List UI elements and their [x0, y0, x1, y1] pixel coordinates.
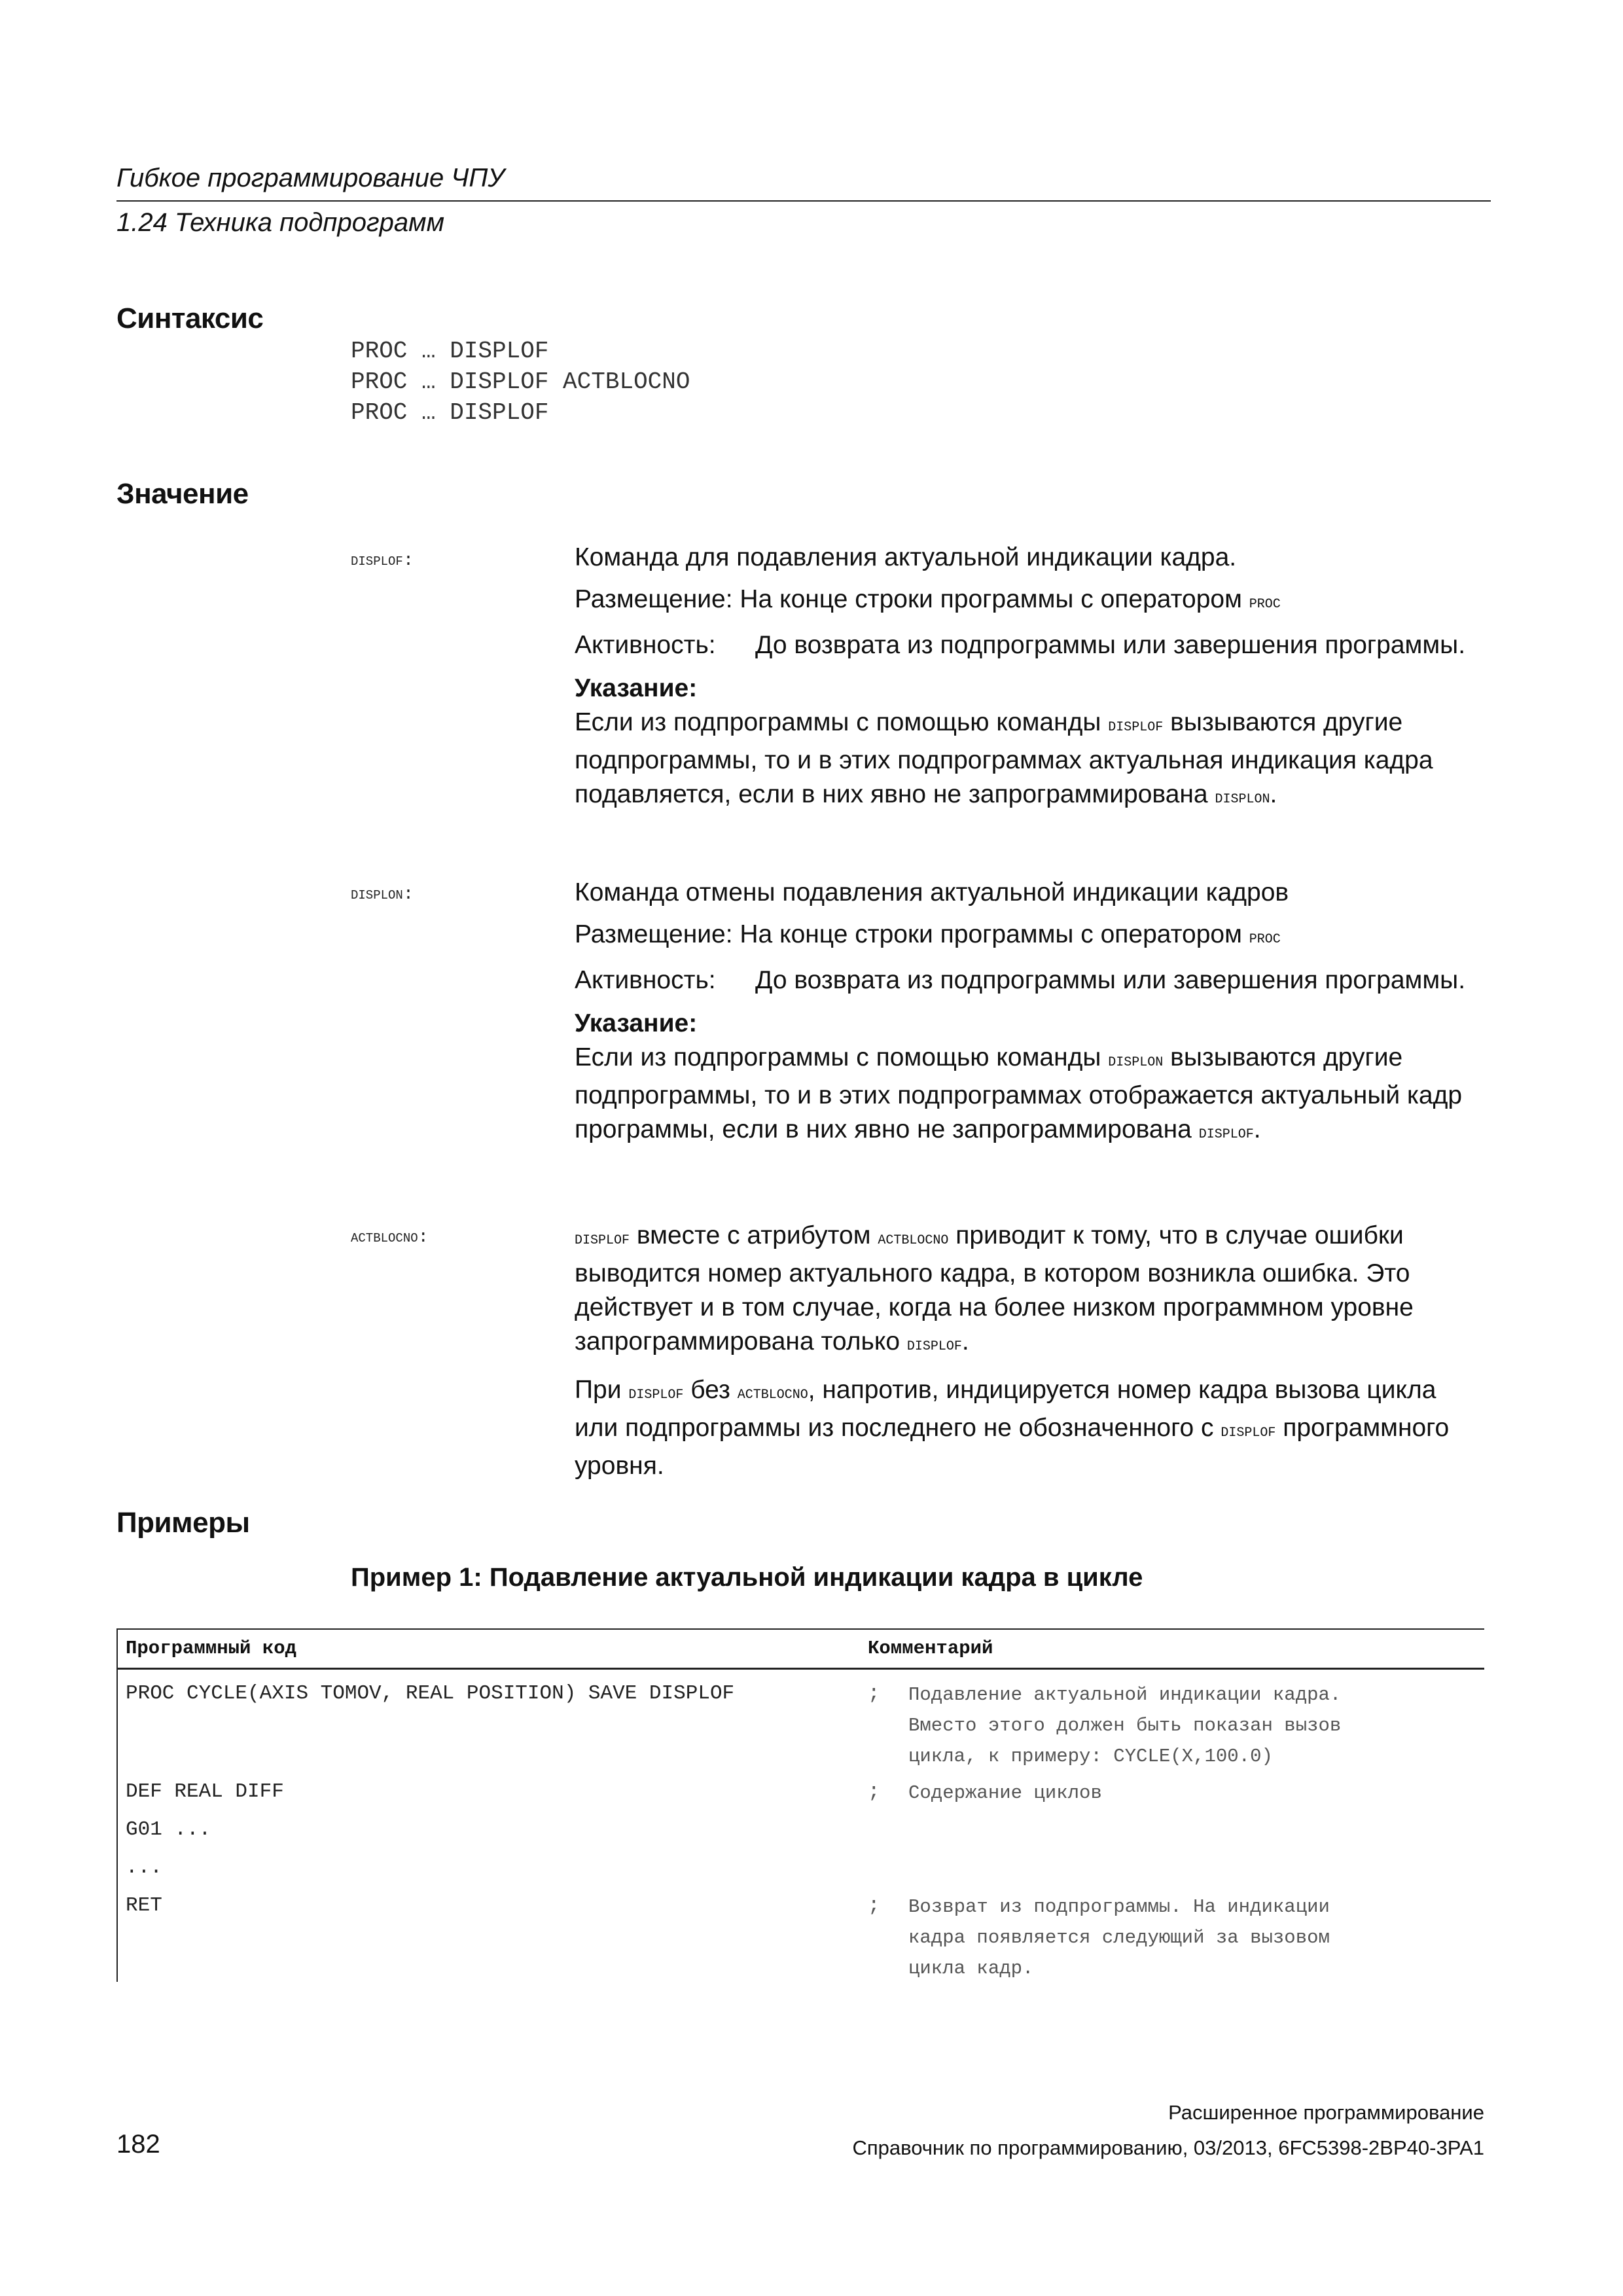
running-header-chapter: Гибкое программирование ЧПУ [116, 164, 505, 192]
footer-manual-info: Справочник по программированию, 03/2013, 6FC5398-2BP40-3PA1 [852, 2136, 1484, 2159]
table-row-code: DEF REAL DIFF [126, 1780, 284, 1803]
syntax-line-3: PROC … DISPLOF [351, 399, 549, 426]
comment-marker: ; [868, 1894, 880, 1917]
actblocno-description [575, 1219, 1484, 1483]
comment-marker: ; [868, 1780, 880, 1803]
meaning-heading: Значение [116, 478, 249, 510]
syntax-heading: Синтаксис [116, 302, 264, 334]
table-row-code: G01 ... [126, 1818, 211, 1841]
table-row-comment: Подавление актуальной индикации кадра. Вместо этого должен быть показан вызов цикла, к примеру: CYCLE(X,100.0) [908, 1684, 1342, 1767]
table-header-comment: Комментарий [868, 1638, 993, 1659]
page-number: 182 [116, 2130, 160, 2159]
displon-note-heading: Указание: [575, 1009, 698, 1037]
actblocno-para-2: При displof без actblocno, напротив, индицируется номер кадра вызова цикла или подпрограммы из последнего не обозначенного с displof программного уровня. [575, 1376, 1450, 1480]
syntax-line-1: PROC … DISPLOF [351, 338, 549, 365]
header-rule [116, 200, 1491, 202]
actblocno-para-1: displof вместе с атрибутом actblocno приводит к тому, что в случае ошибки выводится номер актуального кадра, в котором возникла ошибка. Это действует и в том случае, когда на более низком программном уровне запрограммирована только displof. [575, 1221, 1414, 1355]
table-row-code: PROC CYCLE(AXIS TOMOV, REAL POSITION) SAVE DISPLOF [126, 1682, 735, 1705]
displon-note: Если из подпрограммы с помощью команды displon вызываются другие подпрограммы, то и в этих подпрограммах отображается актуальный кадр программы, если в них явно не запрограммирована displof. [575, 1043, 1463, 1143]
displof-placement: Размещение: На конце строки программы с оператором proc [575, 585, 1281, 613]
comment-marker: ; [868, 1682, 880, 1705]
table-top-rule [116, 1628, 1484, 1630]
displof-note: Если из подпрограммы с помощью команды displof вызываются другие подпрограммы, то и в этих подпрограммах актуальная индикация кадра подавляется, если в них явно не запрограммирована displon. [575, 708, 1433, 808]
param-displon: displon: [351, 885, 414, 905]
syntax-line-2: PROC … DISPLOF ACTBLOCNO [351, 368, 690, 395]
table-left-rule [116, 1628, 118, 1982]
table-row-code: ... [126, 1856, 162, 1879]
running-header-section: 1.24 Техника подпрограмм [116, 208, 444, 237]
displof-note-heading: Указание: [575, 674, 698, 702]
examples-heading: Примеры [116, 1507, 250, 1539]
param-actblocno: actblocno: [351, 1228, 429, 1247]
example-1-title: Пример 1: Подавление актуальной индикации кадра в цикле [351, 1563, 1143, 1592]
table-row-code: RET [126, 1894, 162, 1917]
param-displof: displof: [351, 551, 414, 571]
table-header-rule [116, 1668, 1484, 1670]
displof-description [575, 541, 1491, 816]
table-row-comment: Содержание циклов [908, 1782, 1102, 1804]
footer-book-title: Расширенное программирование [1168, 2101, 1484, 2124]
displon-description [575, 876, 1491, 1151]
table-header-code: Программный код [126, 1638, 297, 1659]
displof-activity: Активность: До возврата из подпрограммы или завершения программы. [575, 631, 1466, 659]
displon-placement: Размещение: На конце строки программы с оператором proc [575, 920, 1281, 948]
displon-activity: Активность: До возврата из подпрограммы или завершения программы. [575, 966, 1466, 994]
displon-desc: Команда отмены подавления актуальной индикации кадров [575, 878, 1289, 906]
table-row-comment: Возврат из подпрограммы. На индикации кадра появляется следующий за вызовом цикла кадр. [908, 1896, 1330, 1979]
displof-desc: Команда для подавления актуальной индикации кадра. [575, 543, 1237, 571]
